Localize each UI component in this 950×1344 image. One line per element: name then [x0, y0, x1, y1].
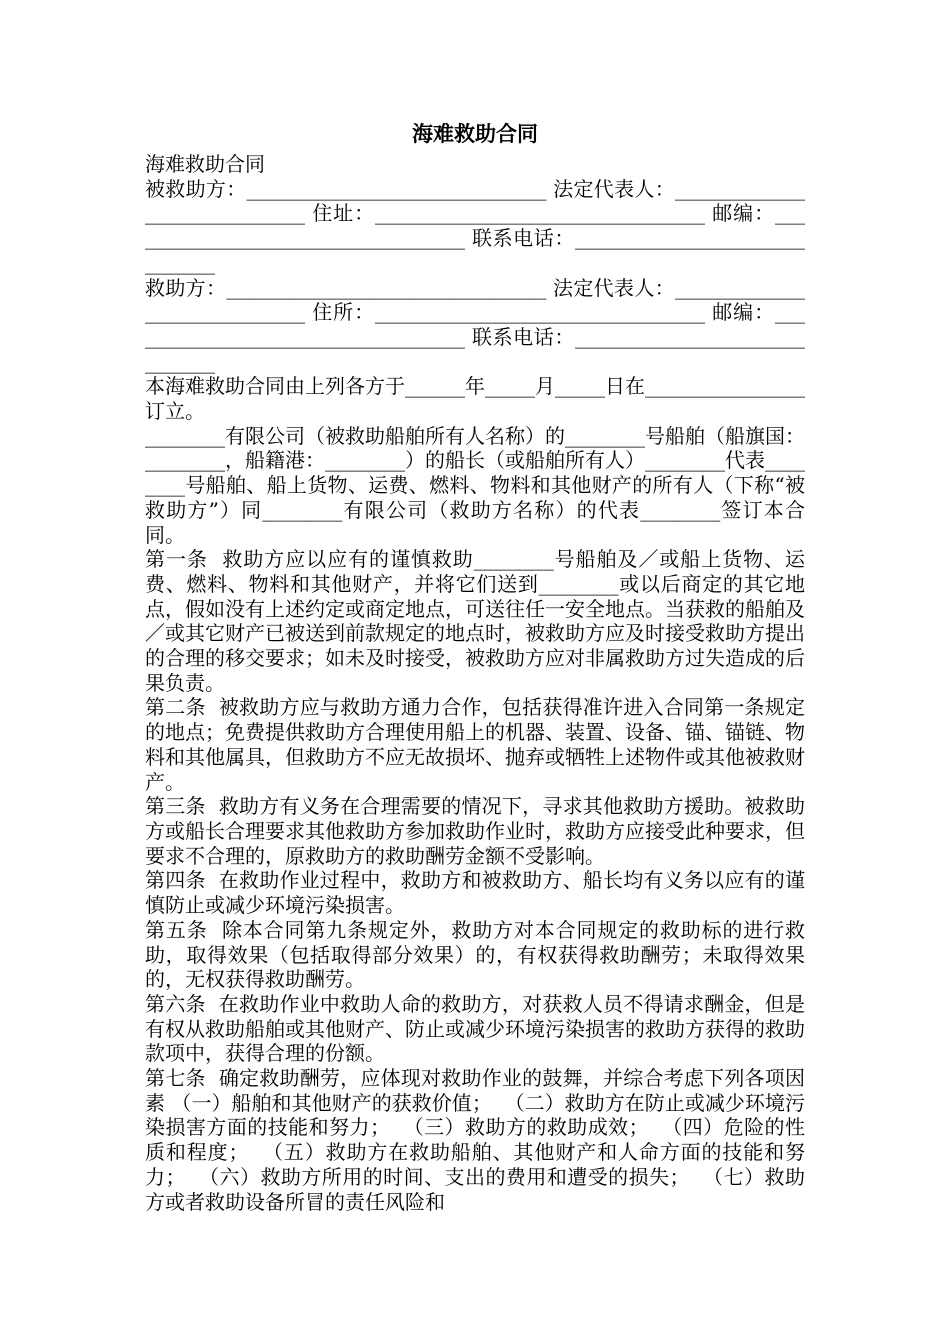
article-5: 第五条 除本合同第九条规定外，救助方对本合同规定的救助标的进行救助，取得效果（包括取得部分效果）的，有权获得救助酬劳；未取得效果的，无权获得救助酬劳。: [145, 917, 805, 992]
article-7: 第七条 确定救助酬劳，应体现对救助作业的鼓舞，并综合考虑下列各项因素 （一）船舶和其他财产的获救价值； （二）救助方在防止或减少环境污染损害方面的技能和努力； （三）救助方的救助成效； （四）危险的性质和程度； （五）救助方在救助船舶、其他财产和人命方面的技能和努力； （六）救助方所用的时间、支出的费用和遭受的损失； （七）救助方或者救助设备所冒的责任风险和: [145, 1066, 805, 1214]
salvor-info: 救助方：________________________________ 法定代表人：_____________________________ 住所：_________________________________ 邮编：___________________________________ 联系电话：______________________________: [145, 275, 805, 374]
preamble-paragraph: ________有限公司（被救助船舶所有人名称）的________号船舶（船旗国：________，船籍港：________）的船长（或船舶所有人）________代表________号船舶、船上货物、运费、燃料、物料和其他财产的所有人（下称“被救助方”）同________有限公司（救助方名称）的代表________签订本合同。: [145, 423, 805, 547]
contract-date-place: 本海难救助合同由上列各方于______年_____月_____日在________________订立。: [145, 374, 805, 424]
document-title: 海难救助合同: [412, 121, 538, 146]
article-2: 第二条 被救助方应与救助方通力合作，包括获得准许进入合同第一条规定的地点；免费提供救助方合理使用船上的机器、装置、设备、锚、锚链、物料和其他属具，但救助方不应无故损坏、抛弃或牺牲上述物件或其他被救财产。: [145, 695, 805, 794]
article-1: 第一条 救助方应以应有的谨慎救助________号船舶及／或船上货物、运费、燃料、物料和其他财产，并将它们送到________或以后商定的其它地点，假如没有上述约定或商定地点，可送往任一安全地点。当获救的船舶及／或其它财产已被送到前款规定的地点时，被救助方应及时接受救助方提出的合理的移交要求；如未及时接受，被救助方应对非属救助方过失造成的后果负责。: [145, 547, 805, 695]
article-3: 第三条 救助方有义务在合理需要的情况下，寻求其他救助方援助。被救助方或船长合理要求其他救助方参加救助作业时，救助方应接受此种要求，但要求不合理的，原救助方的救助酬劳金额不受影响。: [145, 794, 805, 868]
subtitle-line: 海难救助合同: [145, 152, 265, 176]
article-4: 第四条 在救助作业过程中，救助方和被救助方、船长均有义务以应有的谨慎防止或减少环境污染损害。: [145, 868, 805, 918]
document-page: [145, 118, 805, 1214]
article-6: 第六条 在救助作业中救助人命的救助方，对获救人员不得请求酬金，但是有权从救助船舶或其他财产、防止或减少环境污染损害的救助方获得的救助款项中，获得合理的份额。: [145, 991, 805, 1066]
salvaged-party-info: 被救助方：______________________________ 法定代表人：_____________________________ 住址：_________________________________ 邮编：___________________________________ 联系电话：______________________________: [145, 176, 805, 275]
